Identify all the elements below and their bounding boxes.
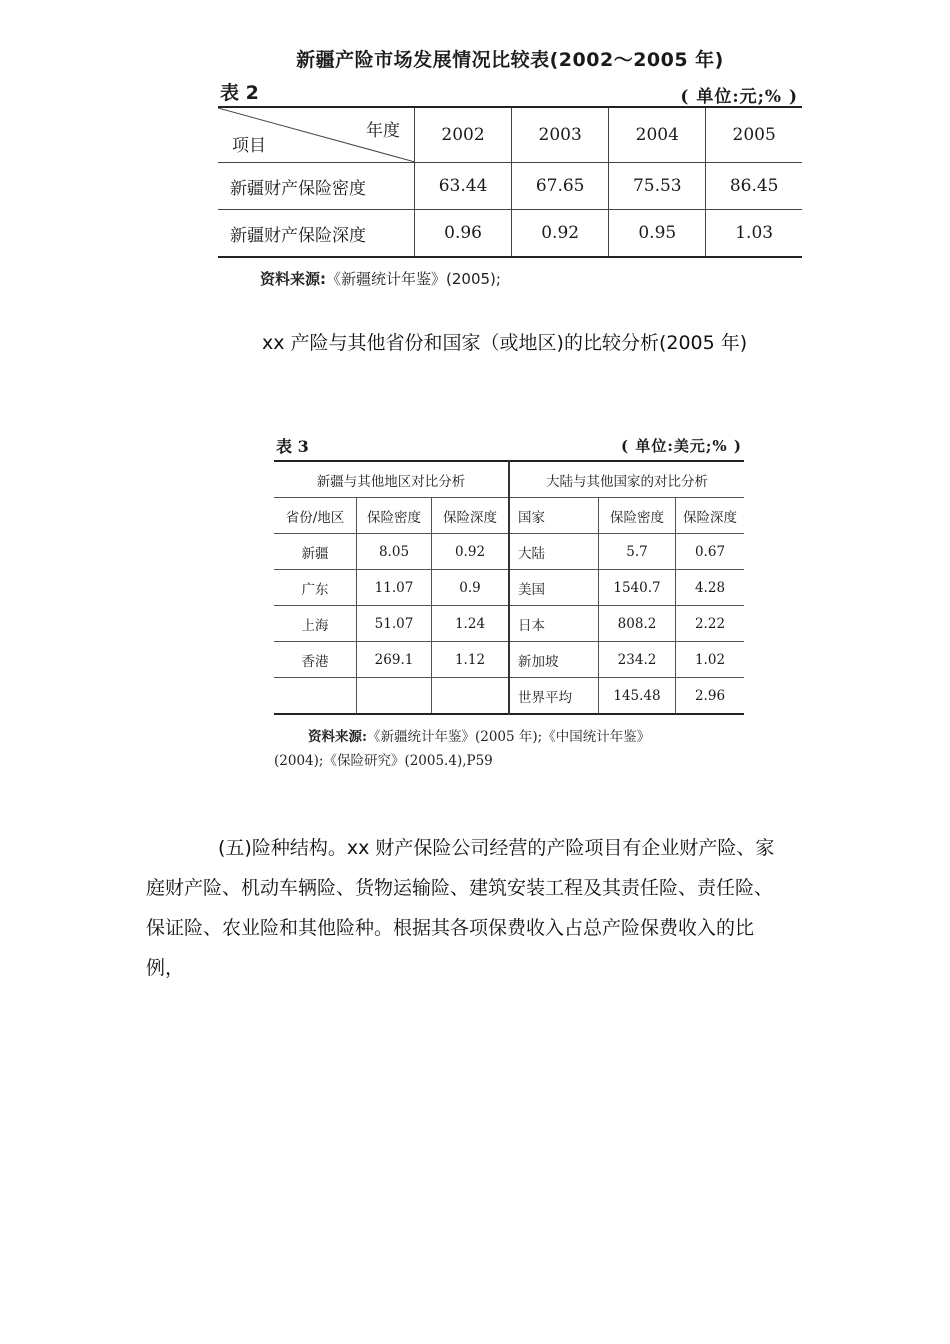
table-cell: 美国 <box>509 570 599 606</box>
paragraph-line: 例， <box>146 957 185 979</box>
table-cell: 香港 <box>274 642 357 678</box>
column-header: 保险密度 <box>599 498 676 534</box>
table-cell: 145.48 <box>599 678 676 715</box>
table-cell: 11.07 <box>357 570 432 606</box>
table-cell: 1.03 <box>706 210 802 258</box>
table-row <box>274 606 744 642</box>
table-row <box>274 534 744 570</box>
table-cell: 1.12 <box>432 642 510 678</box>
year-header: 2004 <box>609 107 706 163</box>
year-header: 2002 <box>415 107 512 163</box>
table-cell: 1540.7 <box>599 570 676 606</box>
table-cell: 51.07 <box>357 606 432 642</box>
column-header: 保险深度 <box>432 498 510 534</box>
row-label: 新疆财产保险密度 <box>218 163 415 210</box>
table-cell: 0.67 <box>676 534 745 570</box>
table-row <box>274 678 744 715</box>
table2-header <box>218 107 802 163</box>
table-row <box>274 642 744 678</box>
column-header: 国家 <box>509 498 599 534</box>
table2-header-row <box>218 76 802 106</box>
paragraph-line: 庭财产险、机动车辆险、货物运输险、建筑安装工程及其责任险、责任险、 <box>146 877 774 899</box>
table-cell <box>357 678 432 715</box>
year-header: 2005 <box>706 107 802 163</box>
table-row <box>218 210 802 258</box>
table2-title: 新疆产险市场发展情况比较表(2002～2005 年) <box>296 49 724 71</box>
source-label: 资料来源: <box>308 729 367 745</box>
table-cell: 新加坡 <box>509 642 599 678</box>
table2-label: 表 2 <box>220 82 259 104</box>
table-row <box>274 570 744 606</box>
year-header: 2003 <box>512 107 609 163</box>
table-cell <box>274 678 357 715</box>
table-cell: 0.96 <box>415 210 512 258</box>
table-cell: 1.02 <box>676 642 745 678</box>
body-paragraph <box>146 828 876 988</box>
table-cell: 5.7 <box>599 534 676 570</box>
right-group-header: 大陆与其他国家的对比分析 <box>509 461 744 498</box>
table-cell: 0.92 <box>512 210 609 258</box>
table2-figure <box>218 44 802 289</box>
source-label: 资料来源: <box>260 270 326 288</box>
table2-source <box>218 268 802 289</box>
table2-corner-cell <box>218 107 415 163</box>
table3-figure <box>274 432 744 773</box>
source-line-1 <box>274 725 744 749</box>
row-label: 新疆财产保险深度 <box>218 210 415 258</box>
table-cell: 上海 <box>274 606 357 642</box>
table-cell: 世界平均 <box>509 678 599 715</box>
table-cell: 63.44 <box>415 163 512 210</box>
column-header-row <box>274 498 744 534</box>
table-cell: 日本 <box>509 606 599 642</box>
header-year-label: 年度 <box>366 121 400 141</box>
table3-header-row <box>274 432 744 460</box>
table-cell: 0.95 <box>609 210 706 258</box>
table-cell: 大陆 <box>509 534 599 570</box>
table-cell: 广东 <box>274 570 357 606</box>
source-line-2: (2004);《保险研究》(2005.4),P59 <box>274 753 493 769</box>
source-text: 《新疆统计年鉴》(2005); <box>326 270 501 288</box>
group-header-row <box>274 461 744 498</box>
table2 <box>218 106 802 258</box>
table3-unit: ( 单位:美元;% ) <box>621 437 742 455</box>
table3-label: 表 3 <box>276 437 309 456</box>
table-cell <box>432 678 510 715</box>
column-header: 保险深度 <box>676 498 745 534</box>
table-cell: 2.22 <box>676 606 745 642</box>
table-cell: 2.96 <box>676 678 745 715</box>
left-group-header: 新疆与其他地区对比分析 <box>274 461 509 498</box>
table-cell: 234.2 <box>599 642 676 678</box>
paragraph-line: (五)险种结构。xx 财产保险公司经营的产险项目有企业财产险、家 <box>218 837 775 859</box>
table-cell: 8.05 <box>357 534 432 570</box>
table-cell: 0.9 <box>432 570 510 606</box>
column-header: 省份/地区 <box>274 498 357 534</box>
table2-unit: ( 单位:元;% ) <box>680 87 798 107</box>
table3 <box>274 460 744 715</box>
table-cell: 67.65 <box>512 163 609 210</box>
table-cell: 4.28 <box>676 570 745 606</box>
table-row <box>218 163 802 210</box>
table-cell: 新疆 <box>274 534 357 570</box>
source-text: 《新疆统计年鉴》(2005 年);《中国统计年鉴》 <box>366 729 651 745</box>
table-cell: 86.45 <box>706 163 802 210</box>
header-item-label: 项目 <box>232 136 266 156</box>
table-cell: 269.1 <box>357 642 432 678</box>
table-cell: 808.2 <box>599 606 676 642</box>
paragraph-line: 保证险、农业险和其他险种。根据其各项保费收入占总产险保费收入的比 <box>146 917 755 939</box>
table-cell: 1.24 <box>432 606 510 642</box>
table-cell: 0.92 <box>432 534 510 570</box>
column-header: 保险密度 <box>357 498 432 534</box>
table-cell: 75.53 <box>609 163 706 210</box>
table3-source <box>274 725 744 773</box>
comparison-caption: xx 产险与其他省份和国家（或地区)的比较分析(2005 年) <box>262 332 748 354</box>
